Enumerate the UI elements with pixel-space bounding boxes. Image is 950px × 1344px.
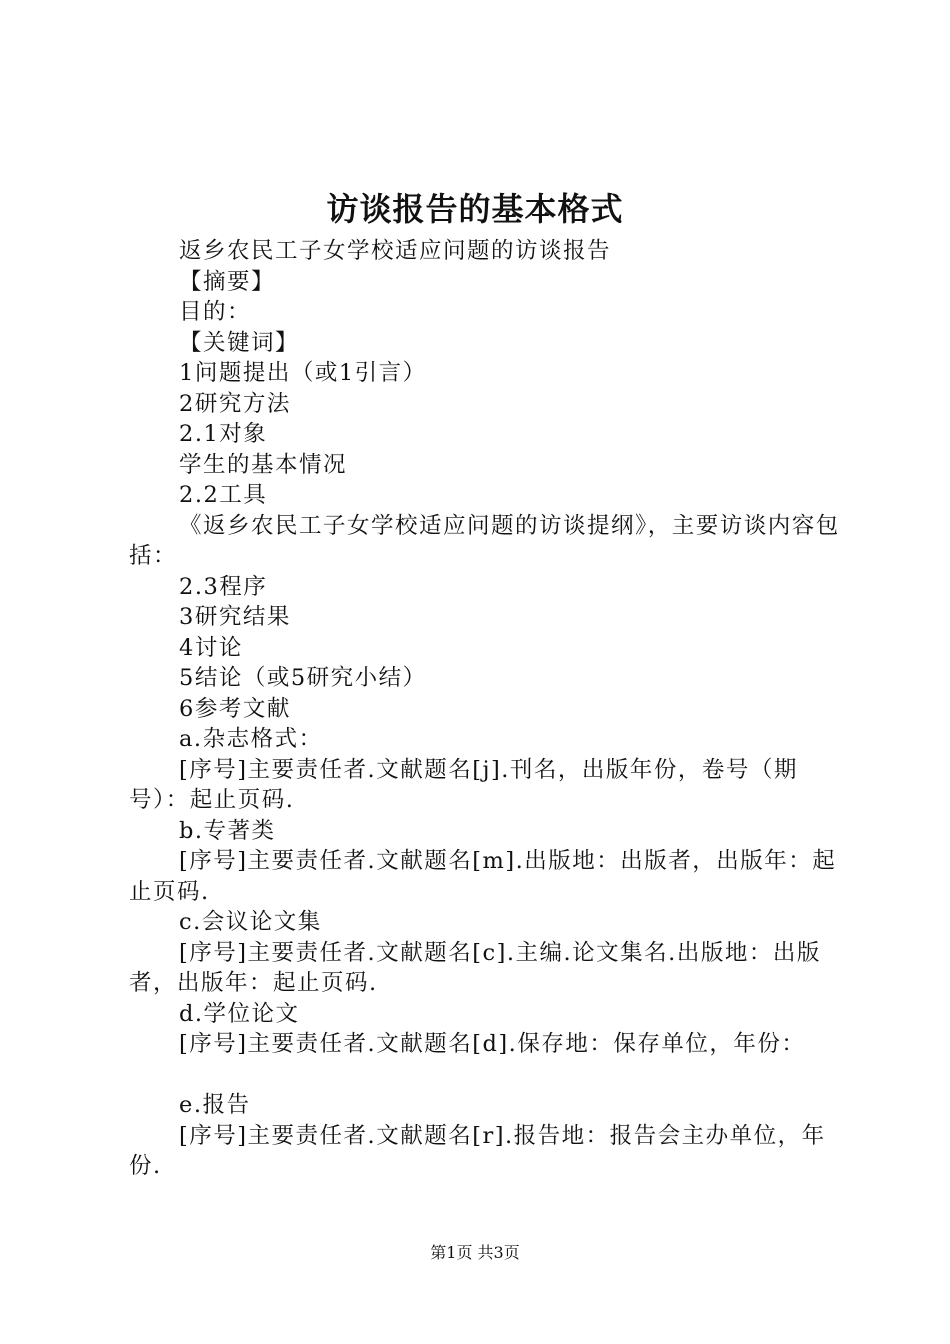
paragraph-ref-format-e: [序号]主要责任者.文献题名[r].报告地：报告会主办单位，年份. [129, 1122, 826, 1179]
paragraph-ref-type-b: b.专著类 [179, 817, 276, 844]
blank-line [129, 1060, 849, 1091]
paragraph-keywords-heading: 【关键词】 [179, 329, 300, 356]
paragraph-abstract-heading: 【摘要】 [179, 268, 276, 295]
paragraph-ref-type-c: c.会议论文集 [179, 909, 322, 935]
paragraph-section-5: 5结论（或5研究小结） [179, 665, 427, 691]
page-title: 访谈报告的基本格式 [326, 190, 624, 228]
paragraph-report-title: 返乡农民工子女学校适应问题的访谈报告 [179, 238, 612, 264]
paragraph-ref-type-e: e.报告 [179, 1092, 251, 1118]
document-body [129, 236, 849, 1182]
paragraph-section-2-2: 2.2工具 [179, 482, 268, 508]
paragraph-ref-type-d: d.学位论文 [179, 1000, 300, 1027]
page-footer: 第1页 共3页 [430, 1243, 520, 1262]
paragraph-section-2: 2研究方法 [179, 390, 291, 417]
paragraph-section-6: 6参考文献 [179, 695, 291, 722]
paragraph-ref-format-d: [序号]主要责任者.文献题名[d].保存地：保存单位，年份： [179, 1031, 806, 1057]
paragraph-section-3: 3研究结果 [179, 604, 291, 630]
paragraph-ref-format-a: [序号]主要责任者.文献题名[j].刊名，出版年份，卷号（期号）：起止页码. [129, 756, 798, 813]
paragraph-purpose: 目的： [179, 299, 252, 325]
paragraph-section-1: 1问题提出（或1引言） [179, 360, 427, 386]
paragraph-ref-type-a: a.杂志格式： [179, 726, 323, 752]
paragraph-student-info: 学生的基本情况 [179, 451, 348, 478]
paragraph-ref-format-c: [序号]主要责任者.文献题名[c].主编.论文集名.出版地：出版者，出版年：起止页码. [129, 939, 821, 996]
paragraph-interview-outline: 《返乡农民工子女学校适应问题的访谈提纲》，主要访谈内容包括： [129, 512, 840, 569]
paragraph-ref-format-b: [序号]主要责任者.文献题名[m].出版地：出版者，出版年：起止页码. [129, 848, 837, 905]
paragraph-section-4: 4讨论 [179, 634, 243, 661]
paragraph-section-2-3: 2.3程序 [179, 573, 268, 600]
paragraph-section-2-1: 2.1对象 [179, 421, 268, 447]
